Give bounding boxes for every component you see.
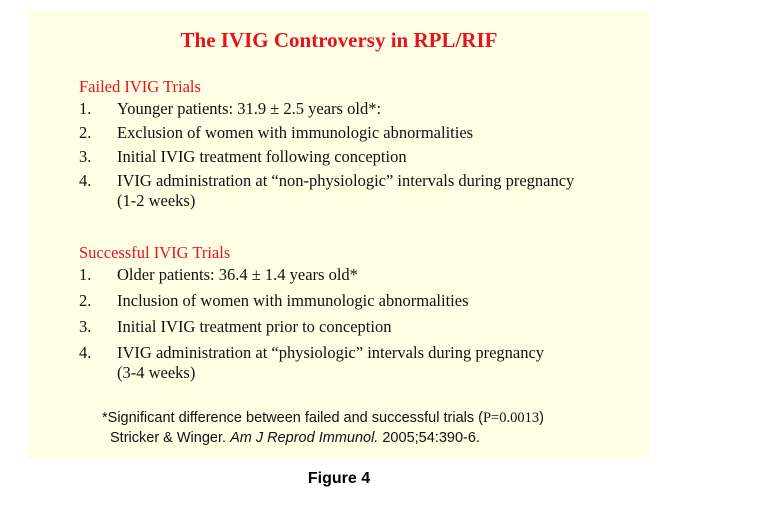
item-number: 3.: [79, 317, 92, 336]
footnote-citation: [110, 429, 480, 447]
item-number: 2.: [79, 291, 92, 310]
item-text-line2: (1-2 weeks): [117, 191, 196, 210]
citation-details: 2005;54:390-6.: [378, 430, 480, 446]
item-text: Older patients: 36.4 ± 1.4 years old*: [117, 265, 358, 284]
item-number: 1.: [79, 99, 92, 118]
footnote-close: ): [539, 410, 544, 426]
footnote-text: *Significant difference between failed and successful trials (: [102, 410, 483, 426]
figure-caption: Figure 4: [307, 470, 371, 487]
successful-item-4: [79, 343, 639, 383]
successful-trials-heading: Successful IVIG Trials: [79, 243, 231, 262]
failed-item-4: [79, 171, 639, 211]
slide-title: The IVIG Controversy in RPL/RIF: [180, 28, 498, 52]
item-number: 4.: [79, 343, 92, 362]
item-text: Inclusion of women with immunologic abnormalities: [117, 291, 469, 310]
item-text: Exclusion of women with immunologic abnormalities: [117, 123, 474, 142]
successful-item-2: [79, 291, 639, 311]
item-text: Initial IVIG treatment following conception: [117, 147, 407, 166]
item-number: 3.: [79, 147, 92, 166]
item-text-line2: (3-4 weeks): [117, 363, 196, 382]
failed-item-1: [79, 99, 639, 119]
item-number: 1.: [79, 265, 92, 284]
failed-item-2: [79, 123, 639, 143]
p-value: P=0.0013: [482, 410, 540, 426]
failed-trials-heading: Failed IVIG Trials: [79, 77, 201, 96]
successful-item-3: [79, 317, 639, 337]
item-text-line1: IVIG administration at “physiologic” intervals during pregnancy: [117, 343, 545, 362]
footnote-significance: [102, 409, 544, 427]
item-text: Younger patients: 31.9 ± 2.5 years old*:: [117, 99, 382, 118]
item-text: Initial IVIG treatment prior to conception: [117, 317, 392, 336]
citation-journal: Am J Reprod Immunol.: [230, 430, 379, 446]
item-number: 2.: [79, 123, 92, 142]
citation-authors: Stricker & Winger.: [110, 430, 231, 446]
slide-panel: [28, 11, 650, 459]
successful-item-1: [79, 265, 639, 285]
failed-item-3: [79, 147, 639, 167]
item-number: 4.: [79, 171, 92, 190]
item-text-line1: IVIG administration at “non-physiologic” intervals during pregnancy: [117, 171, 575, 190]
